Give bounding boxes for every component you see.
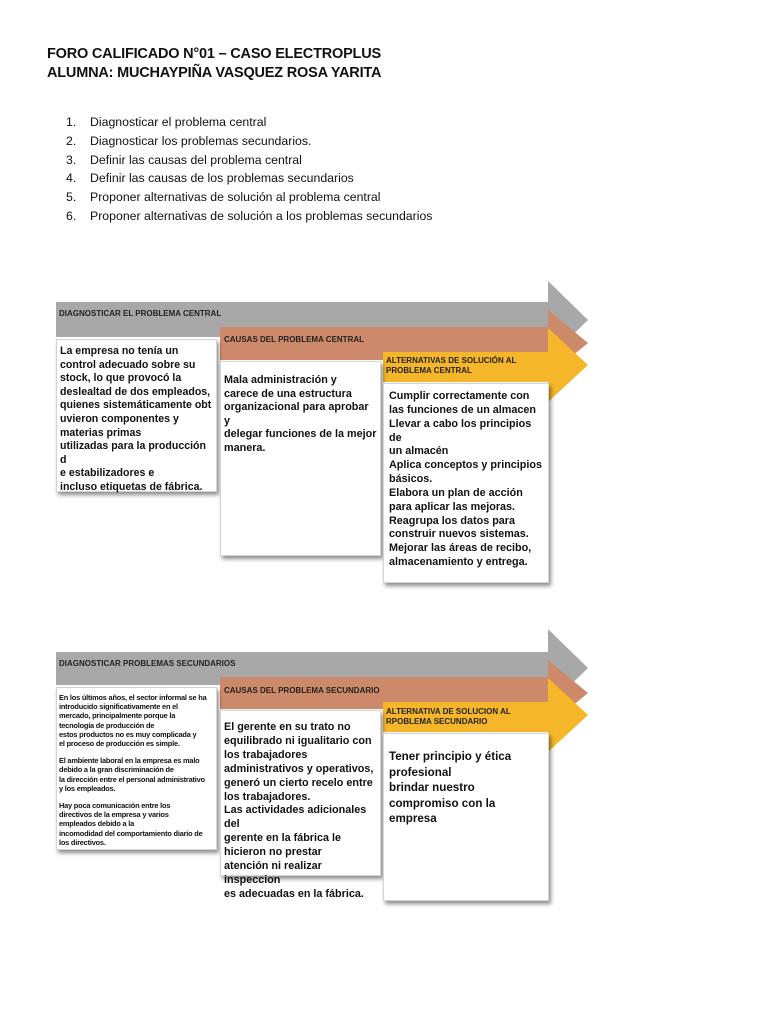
student-name: ALUMNA: MUCHAYPIÑA VASQUEZ ROSA YARITA	[47, 65, 382, 81]
secondary-alternative-box	[383, 733, 549, 901]
secondary-problem-paragraph-2: El ambiente laboral en la empresa es malo debido a la gran discriminación de la dirección entre el personal administrativo y los empleados.	[59, 756, 205, 793]
central-alternatives-box	[383, 383, 549, 583]
central-causes-text: Mala administración y carece de una estructura organizacional para aprobar y delegar funciones de la mejor manera.	[224, 374, 377, 454]
band-label-causes-central: CAUSAS DEL PROBLEMA CENTRAL	[224, 335, 365, 344]
central-causes-box	[220, 361, 381, 556]
band-label-causes-secondary: CAUSAS DEL PROBLEMA SECUNDARIO	[224, 686, 380, 695]
task-item: 4. Definir las causas de los problemas secundarios	[66, 171, 354, 186]
document-title: FORO CALIFICADO N°01 – CASO ELECTROPLUS	[47, 46, 381, 62]
task-item: 3. Definir las causas del problema central	[66, 152, 302, 167]
secondary-problem-paragraph-1: En los últimos años, el sector informal se ha introducido significativamente en el mercado, principalmente porque la tecnología de producción de estos productos no es muy complicada y el proceso de producción es simple.	[59, 693, 207, 749]
band-label-diagnose-secondary: DIAGNOSTICAR PROBLEMAS SECUNDARIOS	[59, 659, 236, 668]
central-problem-box	[56, 339, 217, 492]
central-alternatives-text: Cumplir correctamente con las funciones de un almacen Llevar a cabo los principios de un almacén Aplica conceptos y principios básicos. Elabora un plan de acción para aplicar las mejoras. Reagrupa los datos para construir nuevos sistemas. Mejorar las áreas de recibo, almacenamiento y entrega.	[389, 390, 542, 569]
secondary-problems-box	[56, 687, 217, 850]
task-item: 6. Proponer alternativas de solución a los problemas secundarios	[66, 208, 433, 223]
secondary-causes-text: El gerente en su trato no equilibrado ni igualitario con los trabajadores administrativos y operativos, generó un cierto recelo entre los trabajadores. Las actividades adicionales del gerente en la fábrica le hicieron no prestar atención ni realizar inspeccion es adecuadas en la fábrica.	[224, 721, 374, 900]
band-label-alternatives-central: ALTERNATIVAS DE SOLUCIÓN AL PROBLEMA CENTRAL	[386, 356, 517, 375]
task-item: 5. Proponer alternativas de solución al problema central	[66, 190, 381, 205]
central-problem-text: La empresa no tenía un control adecuado sobre su stock, lo que provocó la deslealtad de dos empleados, quienes sistemáticamente obt uvieron componentes y materias primas utilizadas para la producción d e estabilizadores e incluso etiquetas de fábrica.	[60, 345, 212, 493]
band-label-alternative-secondary: ALTERNATIVA DE SOLUCION AL RPOBLEMA SECUNDARIO	[386, 707, 511, 726]
secondary-problem-paragraph-3: Hay poca comunicación entre los directivos de la empresa y varios empleados debido a la incomodidad del comportamiento diario de los directivos.	[59, 801, 203, 847]
band-label-diagnose-central: DIAGNOSTICAR EL PROBLEMA CENTRAL	[59, 309, 222, 318]
task-item: 1. Diagnosticar el problema central	[66, 115, 267, 129]
task-item: 2. Diagnosticar los problemas secundarios.	[66, 133, 312, 148]
secondary-alternative-text: Tener principio y ética profesional brindar nuestro compromiso con la empresa	[389, 750, 512, 826]
secondary-causes-box	[220, 710, 381, 900]
